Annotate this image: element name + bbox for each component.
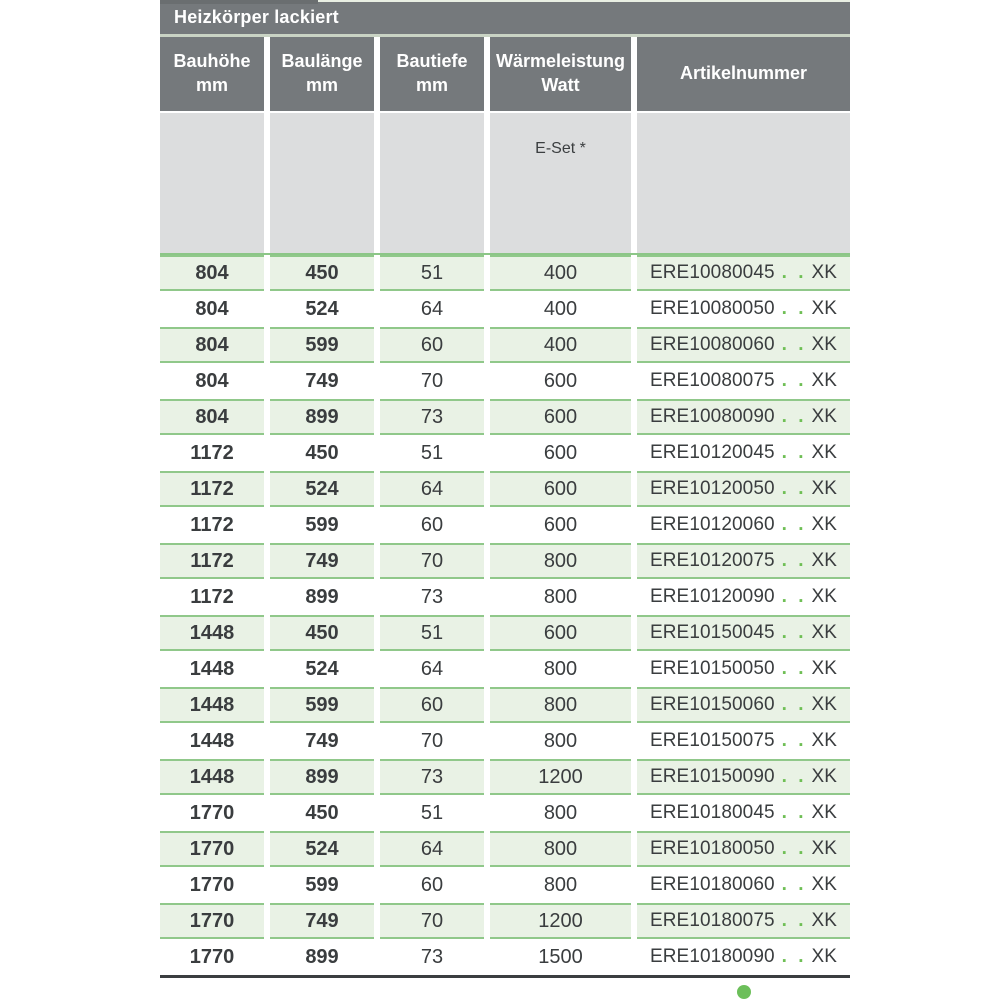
artikel-code: ERE10180045 [649,802,775,823]
cell-watt: 800 [490,651,631,687]
cell-bauhoehe: 1172 [160,507,264,543]
cell-bautiefe: 51 [380,615,484,651]
subheader-cell-bautiefe [380,113,484,253]
cell-bauhoehe: 1770 [160,795,264,831]
cell-baulaenge: 749 [270,723,374,759]
cutoff-strip [160,0,318,4]
subheader-row [160,113,850,253]
artikel-placeholder-dots: . . [781,514,807,535]
column-header-unit: mm [305,75,338,95]
column-header-label: Artikelnummer [679,63,808,84]
cell-bautiefe: 51 [380,435,484,471]
table-row [160,687,850,723]
artikel-code: ERE10180050 [649,838,775,859]
cell-artikelnummer [637,327,850,363]
artikel-suffix: XK [811,946,838,967]
cell-artikelnummer [637,831,850,867]
artikel-suffix: XK [811,262,838,283]
cell-bautiefe: 73 [380,399,484,435]
artikel-placeholder-dots: . . [781,334,807,355]
cell-bauhoehe: 1448 [160,759,264,795]
cell-artikelnummer [637,435,850,471]
cell-bautiefe: 51 [380,255,484,291]
subheader-cell-baulaenge [270,113,374,253]
artikel-code: ERE10080090 [649,406,775,427]
table-row [160,903,850,939]
cell-baulaenge: 524 [270,831,374,867]
eset-label: E-Set * [535,140,586,157]
artikel-placeholder-dots: . . [781,802,807,823]
artikel-suffix: XK [811,370,838,391]
cell-bauhoehe: 1448 [160,723,264,759]
artikel-suffix: XK [811,550,838,571]
table-row [160,579,850,615]
cell-bauhoehe: 1770 [160,939,264,975]
table-row [160,543,850,579]
cell-artikelnummer [637,723,850,759]
cell-bautiefe: 64 [380,831,484,867]
cell-artikelnummer [637,615,850,651]
cell-bautiefe: 64 [380,471,484,507]
table-row [160,867,850,903]
cell-bautiefe: 70 [380,723,484,759]
cell-bauhoehe: 1770 [160,867,264,903]
cell-bautiefe: 70 [380,903,484,939]
cell-watt: 600 [490,363,631,399]
table-row [160,507,850,543]
cell-watt: 800 [490,543,631,579]
cell-artikelnummer [637,579,850,615]
artikel-code: ERE10120045 [649,442,775,463]
artikel-suffix: XK [811,514,838,535]
column-header-label: Wärmeleistung [495,51,626,72]
artikel-suffix: XK [811,658,838,679]
artikel-code: ERE10080075 [649,370,775,391]
cell-baulaenge: 450 [270,255,374,291]
cell-artikelnummer [637,291,850,327]
column-header-unit: Watt [541,75,580,95]
cell-bauhoehe: 804 [160,291,264,327]
column-header-unit: mm [415,75,448,95]
artikel-suffix: XK [811,334,838,355]
cell-baulaenge: 899 [270,579,374,615]
artikel-code: ERE10150050 [649,658,775,679]
subheader-cell-artikelnummer [637,113,850,253]
artikel-placeholder-dots: . . [781,622,807,643]
artikel-code: ERE10080050 [649,298,775,319]
table-row [160,327,850,363]
artikel-suffix: XK [811,478,838,499]
column-header-artikelnummer [637,37,850,111]
cell-bautiefe: 51 [380,795,484,831]
cell-watt: 600 [490,471,631,507]
artikel-placeholder-dots: . . [781,586,807,607]
artikel-code: ERE10150075 [649,730,775,751]
cell-watt: 600 [490,507,631,543]
artikel-placeholder-dots: . . [781,694,807,715]
table-row [160,471,850,507]
cell-artikelnummer [637,255,850,291]
table-row [160,291,850,327]
artikel-placeholder-dots: . . [781,370,807,391]
artikel-suffix: XK [811,838,838,859]
artikel-code: ERE10080045 [649,262,775,283]
column-header-label: Bauhöhe [173,51,251,72]
cell-artikelnummer [637,651,850,687]
cell-bauhoehe: 804 [160,399,264,435]
table-row [160,615,850,651]
artikel-suffix: XK [811,442,838,463]
table-row [160,795,850,831]
cell-watt: 800 [490,795,631,831]
cell-watt: 800 [490,723,631,759]
cell-bautiefe: 70 [380,363,484,399]
table-title: Heizkörper lackiert [174,6,339,27]
cell-watt: 800 [490,579,631,615]
column-header-label: Bautiefe [396,51,468,72]
cell-artikelnummer [637,903,850,939]
cell-bautiefe: 60 [380,867,484,903]
cell-bauhoehe: 1770 [160,831,264,867]
column-header-row [160,37,850,111]
cell-baulaenge: 450 [270,795,374,831]
artikel-suffix: XK [811,694,838,715]
top-edge-line [318,0,850,2]
cell-bautiefe: 73 [380,579,484,615]
artikel-placeholder-dots: . . [781,298,807,319]
cell-artikelnummer [637,471,850,507]
cell-bauhoehe: 804 [160,327,264,363]
artikel-code: ERE10150045 [649,622,775,643]
cell-bautiefe: 73 [380,759,484,795]
column-header-bautiefe [380,37,484,111]
artikel-code: ERE10180060 [649,874,775,895]
artikel-placeholder-dots: . . [781,946,807,967]
cell-baulaenge: 749 [270,903,374,939]
cell-watt: 800 [490,867,631,903]
column-header-waermeleistung [490,37,631,111]
table-row [160,651,850,687]
cell-artikelnummer [637,759,850,795]
table-row [160,363,850,399]
cell-bautiefe: 60 [380,327,484,363]
column-header-baulaenge [270,37,374,111]
artikel-code: ERE10120075 [649,550,775,571]
cell-watt: 1200 [490,903,631,939]
artikel-placeholder-dots: . . [781,262,807,283]
cell-bauhoehe: 1172 [160,435,264,471]
artikel-placeholder-dots: . . [781,766,807,787]
artikel-placeholder-dots: . . [781,442,807,463]
cell-baulaenge: 524 [270,471,374,507]
cell-bauhoehe: 1172 [160,543,264,579]
cell-artikelnummer [637,363,850,399]
artikel-placeholder-dots: . . [781,874,807,895]
cell-artikelnummer [637,399,850,435]
cell-watt: 400 [490,291,631,327]
cell-baulaenge: 899 [270,939,374,975]
artikel-suffix: XK [811,910,838,931]
artikel-code: ERE10120060 [649,514,775,535]
cell-artikelnummer [637,687,850,723]
artikel-suffix: XK [811,874,838,895]
artikel-code: ERE10180090 [649,946,775,967]
cell-baulaenge: 524 [270,651,374,687]
table-row [160,831,850,867]
column-header-label: Baulänge [281,51,363,72]
cell-baulaenge: 599 [270,867,374,903]
table-row [160,399,850,435]
artikel-code: ERE10150090 [649,766,775,787]
cell-baulaenge: 450 [270,435,374,471]
artikel-placeholder-dots: . . [781,730,807,751]
cell-watt: 1500 [490,939,631,975]
cell-bauhoehe: 1770 [160,903,264,939]
table-title-bar [160,0,850,34]
cell-watt: 400 [490,255,631,291]
cell-bauhoehe: 1172 [160,471,264,507]
cell-bautiefe: 64 [380,291,484,327]
footer-green-dot-icon [737,985,751,999]
subheader-cell-bauhoehe [160,113,264,253]
artikel-suffix: XK [811,766,838,787]
subheader-cell-eset [490,113,631,253]
table-row [160,723,850,759]
cell-baulaenge: 749 [270,363,374,399]
cell-artikelnummer [637,543,850,579]
cell-watt: 1200 [490,759,631,795]
cell-baulaenge: 899 [270,759,374,795]
artikel-suffix: XK [811,406,838,427]
table-row [160,255,850,291]
cell-bauhoehe: 1172 [160,579,264,615]
cell-baulaenge: 599 [270,507,374,543]
artikel-placeholder-dots: . . [781,658,807,679]
table-body [160,255,850,975]
column-header-bauhoehe [160,37,264,111]
table-bottom-rule [160,975,850,978]
cell-baulaenge: 524 [270,291,374,327]
artikel-placeholder-dots: . . [781,406,807,427]
cell-bauhoehe: 1448 [160,687,264,723]
cell-artikelnummer [637,867,850,903]
cell-bauhoehe: 804 [160,255,264,291]
cell-baulaenge: 450 [270,615,374,651]
cell-baulaenge: 599 [270,327,374,363]
cell-baulaenge: 749 [270,543,374,579]
artikel-code: ERE10080060 [649,334,775,355]
heizkoerper-spec-table [160,0,850,978]
artikel-code: ERE10120050 [649,478,775,499]
table-row [160,435,850,471]
cell-baulaenge: 899 [270,399,374,435]
cell-bautiefe: 73 [380,939,484,975]
artikel-suffix: XK [811,622,838,643]
cell-bauhoehe: 804 [160,363,264,399]
cell-bautiefe: 60 [380,687,484,723]
cell-watt: 600 [490,435,631,471]
cell-bautiefe: 70 [380,543,484,579]
cell-bauhoehe: 1448 [160,651,264,687]
column-header-unit: mm [195,75,228,95]
cell-watt: 400 [490,327,631,363]
cell-watt: 800 [490,687,631,723]
cell-watt: 600 [490,615,631,651]
artikel-placeholder-dots: . . [781,910,807,931]
artikel-placeholder-dots: . . [781,478,807,499]
cell-artikelnummer [637,507,850,543]
cell-bautiefe: 60 [380,507,484,543]
artikel-placeholder-dots: . . [781,838,807,859]
cell-baulaenge: 599 [270,687,374,723]
cell-bauhoehe: 1448 [160,615,264,651]
table-row [160,939,850,975]
artikel-code: ERE10120090 [649,586,775,607]
artikel-suffix: XK [811,298,838,319]
artikel-code: ERE10150060 [649,694,775,715]
table-row [160,759,850,795]
artikel-suffix: XK [811,730,838,751]
cell-bautiefe: 64 [380,651,484,687]
cell-watt: 600 [490,399,631,435]
cell-artikelnummer [637,795,850,831]
artikel-placeholder-dots: . . [781,550,807,571]
artikel-code: ERE10180075 [649,910,775,931]
cell-artikelnummer [637,939,850,975]
cell-watt: 800 [490,831,631,867]
artikel-suffix: XK [811,586,838,607]
artikel-suffix: XK [811,802,838,823]
